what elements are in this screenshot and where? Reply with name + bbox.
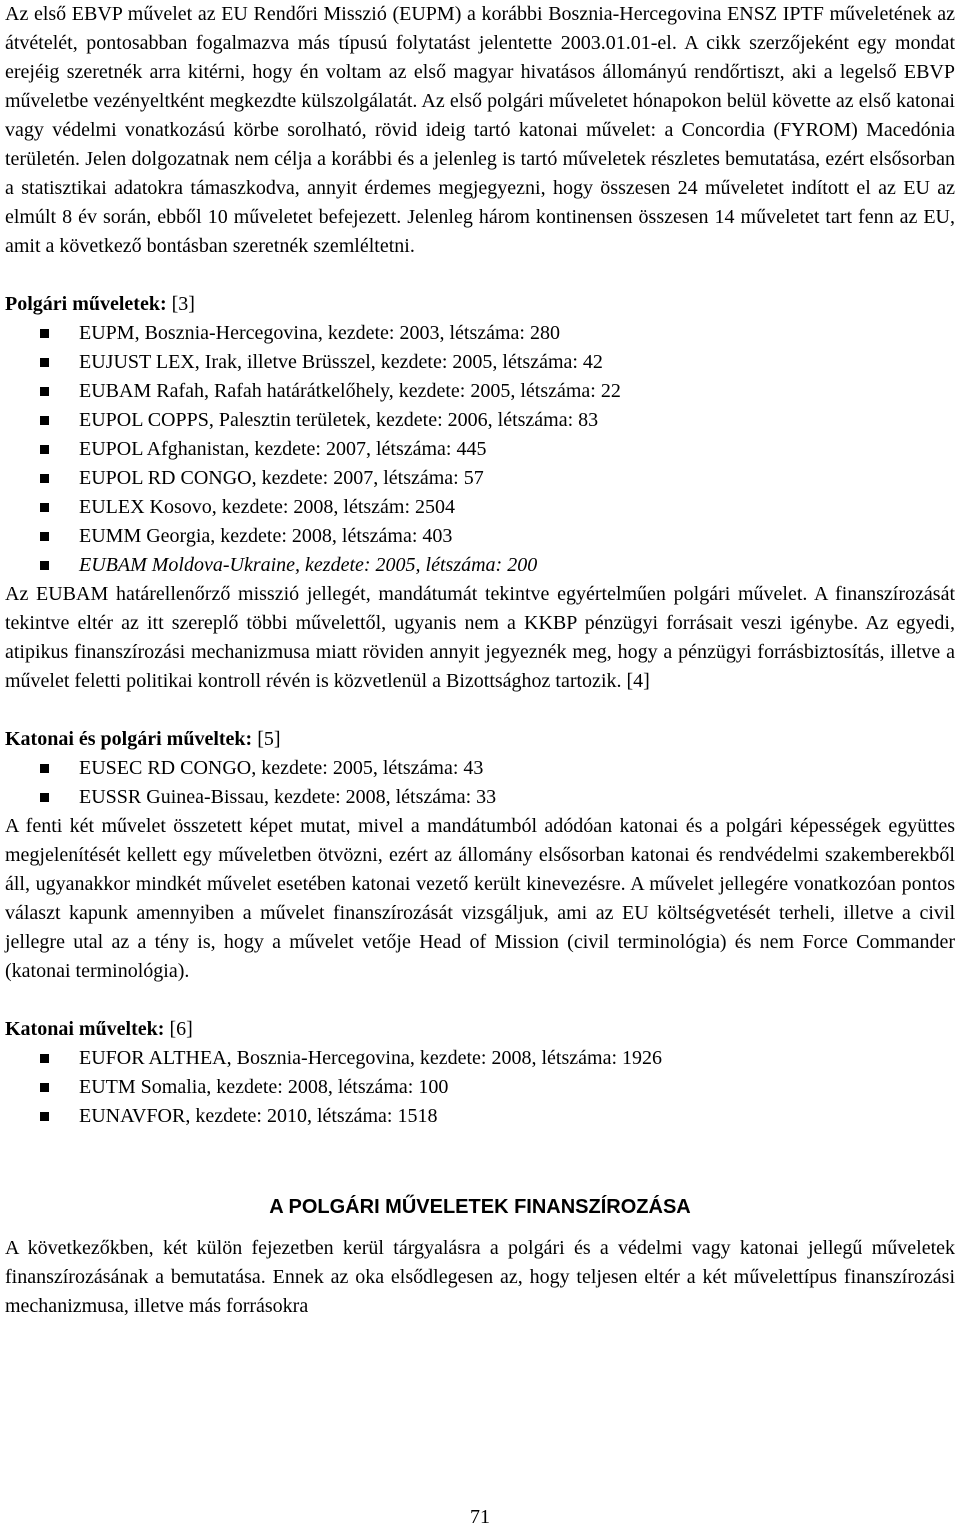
civilian-heading-label: Polgári műveletek: [5, 293, 167, 315]
list-item: EUBAM Rafah, Rafah határátkelőhely, kezdete: 2005, létszáma: 22 [5, 377, 955, 406]
list-item: EUPOL Afghanistan, kezdete: 2007, létszáma: 445 [5, 435, 955, 464]
list-item: EUMM Georgia, kezdete: 2008, létszáma: 403 [5, 522, 955, 551]
list-item: EUSEC RD CONGO, kezdete: 2005, létszáma: 43 [5, 754, 955, 783]
list-item: EUJUST LEX, Irak, illetve Brüsszel, kezdete: 2005, létszáma: 42 [5, 348, 955, 377]
list-item: EUFOR ALTHEA, Bosznia-Hercegovina, kezdete: 2008, létszáma: 1926 [5, 1044, 955, 1073]
list-item: EUTM Somalia, kezdete: 2008, létszáma: 100 [5, 1073, 955, 1102]
civilian-operations-list [5, 319, 955, 580]
list-item: EUPOL RD CONGO, kezdete: 2007, létszáma: 57 [5, 464, 955, 493]
list-item: EUPM, Bosznia-Hercegovina, kezdete: 2003, létszáma: 280 [5, 319, 955, 348]
chapter-title: A POLGÁRI MŰVELETEK FINANSZÍROZÁSA [269, 1196, 691, 1218]
eubam-paragraph: Az EUBAM határellenőrző misszió jellegét, mandátumát tekintve egyértelműen polgári művelet. A finanszírozását tekintve eltér az itt szereplő többi művelettől, ugyanis nem a KKBP pénzügyi forrásait veszi igénybe. Az egyedi, atipikus finanszírozási mechanizmusa miatt röviden annyit jegyeznék meg, hogy a pénzügyi forrásbiztosítás, illetve a művelet feletti politikai kontroll révén is közvetlenül a Bizottsághoz tartozik. [4] [5, 583, 955, 692]
page-number: 71 [470, 1506, 490, 1528]
intro-paragraph: Az első EBVP művelet az EU Rendőri Misszió (EUPM) a korábbi Bosznia-Hercegovina ENSZ IPTF műveletének az átvételét, pontosabban fogalmazva más típusú folytatást jelentette 2003.01.01-el. A cikk szerzőjeként egy mondat erejéig szeretnék arra kitérni, hogy én voltam az első magyar hivatásos állományú rendőrtiszt, aki a legelső EBVP műveletbe vezényeltként megkezdte külszolgálatát. Az első polgári műveletet hónapokon belül követte az első katonai vagy védelmi vonatkozású körbe sorolható, rövid ideig tartó katonai művelet: a Concordia (FYROM) Macedónia területén. Jelen dolgozatnak nem célja a korábbi és a jelenleg is tartó műveletek részletes bemutatása, ezért elsősorban a statisztikai adatokra támaszkodva, annyit érdemes megjegyezni, hogy összesen 24 műveletet indított el az EU az elmúlt 8 év során, ebből 10 műveletet befejezett. Jelenleg három kontinensen összesen 14 műveletet tart fenn az EU, amit a következő bontásban szeretnék szemléltetni. [5, 3, 955, 257]
civilian-heading-ref: [3] [171, 293, 195, 315]
list-item: EUSSR Guinea-Bissau, kezdete: 2008, létszáma: 33 [5, 783, 955, 812]
military-operations-list [5, 1044, 955, 1131]
military-heading-label: Katonai műveltek: [5, 1018, 165, 1040]
mixed-heading-label: Katonai és polgári műveltek: [5, 728, 253, 750]
chapter-paragraph: A következőkben, két külön fejezetben kerül tárgyalásra a polgári és a védelmi vagy katonai jellegű műveletek finanszírozásának a bemutatása. Ennek az oka elsődlegesen az, hogy teljesen eltér a két művelettípus finanszírozási mechanizmusa, illetve más forrásokra [5, 1237, 955, 1317]
mixed-operations-heading [5, 725, 955, 754]
list-item: EUNAVFOR, kezdete: 2010, létszáma: 1518 [5, 1102, 955, 1131]
document-page [5, 0, 955, 1321]
list-item-italic: EUBAM Moldova-Ukraine, kezdete: 2005, létszáma: 200 [5, 551, 955, 580]
mixed-heading-ref: [5] [257, 728, 281, 750]
list-item: EUPOL COPPS, Palesztin területek, kezdete: 2006, létszáma: 83 [5, 406, 955, 435]
military-operations-heading [5, 1015, 955, 1044]
mixed-paragraph: A fenti két művelet összetett képet mutat, mivel a mandátumból adódóan katonai és a polgári képességek együttes megjelenítését kellett egy műveletben ötvözni, ezért az állomány elsősorban katonai és rendvédelmi szakemberekből áll, ugyanakkor mindkét művelet esetében katonai vezető került kinevezésre. A művelet jellegére vonatkozóan pontos választ kapunk amennyiben a művelet finanszírozását vizsgáljuk, ami az EU költségvetését terheli, illetve a civil jellegre utal az a tény is, hogy a művelet vetője Head of Mission (civil terminológia) és nem Force Commander (katonai terminológia). [5, 815, 955, 982]
mixed-operations-list [5, 754, 955, 812]
list-item: EULEX Kosovo, kezdete: 2008, létszám: 2504 [5, 493, 955, 522]
military-heading-ref: [6] [169, 1018, 193, 1040]
civilian-operations-heading [5, 290, 955, 319]
